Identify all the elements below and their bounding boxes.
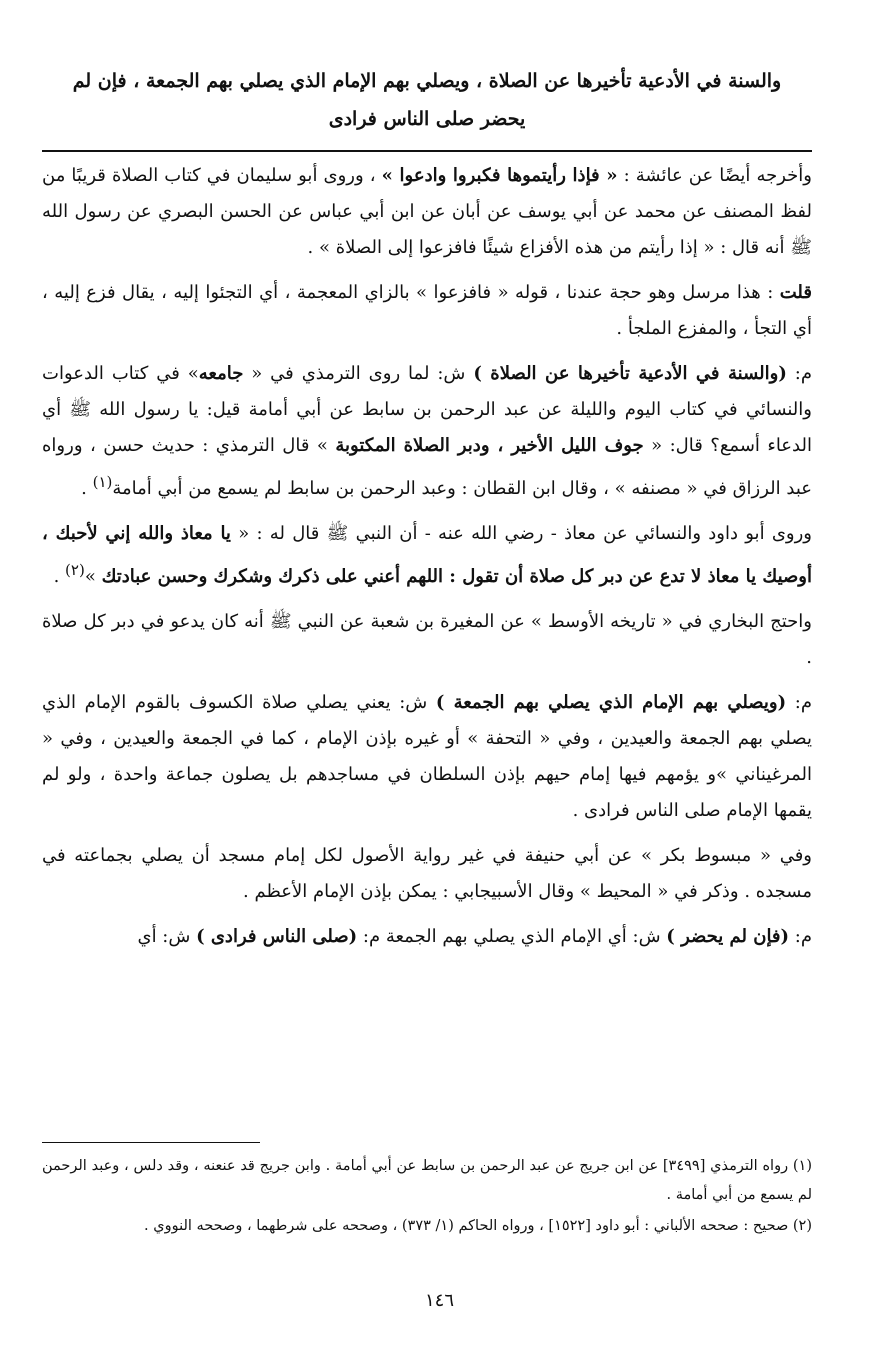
paragraph-1 [42, 158, 812, 266]
matn-header-line-2: يحضر صلى الناس فرادى [328, 108, 526, 130]
footnotes [42, 1152, 812, 1243]
header-divider [42, 150, 812, 152]
text: وروى أبو داود والنسائي عن معاذ - رضي الله عنه - أن النبي ﷺ قال له : « [230, 523, 812, 544]
hadith-quote: جوف الليل الأخير ، ودبر الصلاة المكتوبة [335, 435, 644, 456]
text: : هذا مرسل وهو حجة عندنا ، قوله « فافزعوا » بالزاي المعجمة ، أي التجئوا إليه ، يقال فزع إليه ، أي التجأ ، والمفزع الملجأ . [42, 282, 812, 339]
paragraph-5: واحتج البخاري في « تاريخه الأوسط » عن المغيرة بن شعبة عن النبي ﷺ أنه كان يدعو في دبر كل صلاة . [42, 611, 812, 668]
text: » قال الترمذي : حديث حسن ، ورواه عبد الرزاق في « مصنفه » ، وقال ابن القطان : وعبد الرحمن بن سابط لم يسمع من أبي أمامة [42, 435, 812, 499]
text: م: [786, 692, 812, 713]
hadith-quote: « فإذا رأيتموها فكبروا وادعوا » [381, 165, 618, 186]
text: م: [786, 363, 812, 384]
text: وأخرجه أيضًا عن عائشة : [617, 165, 812, 186]
text: ، وروى أبو سليمان في كتاب الصلاة قريبًا من لفظ المصنف عن محمد عن أبي يوسف عن أبان عن ابن أبي عباس عن الحسن البصري عن رسول الله ﷺ أنه قال : « إذا رأيتم من هذه الأفزاع شيئًا فافزعوا إلى الصلاة » . [42, 165, 812, 258]
paragraph-7: وفي « مبسوط بكر » عن أبي حنيفة في غير رواية الأصول لكل إمام مسجد أن يصلي بجماعته في مسجده . وذكر في « المحيط » وقال الأسبيجابي : يمكن بإذن الإمام الأعظم . [42, 845, 812, 902]
hadith-quote: يا معاذ والله إني لأحبك ، أوصيك يا معاذ لا تدع عن دبر كل صلاة أن تقول : اللهم أعني على ذكرك وشكرك وحسن عبادتك [42, 523, 812, 587]
text: » [84, 566, 102, 587]
footnote-1: (١) رواه الترمذي [٣٤٩٩] عن ابن جريج عن عبد الرحمن بن سابط عن أبي أمامة . وابن جريج قد عنعنه ، وقد دلس ، وعبد الرحمن لم يسمع من أبي أمامة . [42, 1158, 812, 1203]
text: ش: أي [137, 926, 197, 947]
footnote-divider [42, 1142, 260, 1143]
paragraph-3 [42, 356, 812, 507]
text: ش: يعني يصلي صلاة الكسوف بالقوم الإمام الذي يصلي بهم الجمعة والعيدين ، وفي « التحفة » أو غيره بإذن الإمام ، كما في الجمعة والعيدين ، وفي « المرغيناني »و يؤمهم فيها إمام حيهم بإذن السلطان في مساجدهم بل يصلون جماعة واحدة ، ولو لم يقمها الإمام صلى الناس فرادى . [42, 692, 812, 821]
text: ش: أي الإمام الذي يصلي بهم الجمعة م: [357, 926, 667, 947]
page-number: ١٤٦ [424, 1290, 454, 1311]
matn-quote: (والسنة في الأدعية تأخيرها عن الصلاة ) [473, 363, 787, 384]
qultu-label: قلت [779, 282, 812, 303]
text: . [81, 478, 93, 499]
matn-quote: (ويصلي بهم الإمام الذي يصلي بهم الجمعة ) [435, 692, 787, 713]
text: » في كتاب الدعوات والنسائي في كتاب اليوم والليلة عن عبد الرحمن بن سابط عن أبي أمامة قيل: يا رسول الله ﷺ أي الدعاء أسمع؟ قال: « [42, 363, 812, 456]
matn-header [42, 62, 812, 138]
footnote-ref-2: (٢) [65, 561, 85, 579]
paragraph-8 [42, 919, 812, 955]
footnote-2: (٢) صحيح : صححه الألباني : أبو داود [١٥٢٢] ، ورواه الحاكم (١/ ٣٧٣) ، وصححه على شرطهما ، وصححه النووي . [144, 1218, 812, 1234]
footnote-ref-1: (١) [92, 473, 113, 491]
text: . [53, 566, 66, 587]
text: ش: لما روى الترمذي في « [243, 363, 474, 384]
text: م: [789, 926, 812, 947]
book-title: جامعه [198, 363, 244, 384]
matn-header-line-1: والسنة في الأدعية تأخيرها عن الصلاة ، ويصلي بهم الإمام الذي يصلي بهم الجمعة ، فإن لم [72, 70, 782, 92]
matn-quote: (فإن لم يحضر ) [666, 926, 790, 947]
paragraph-2 [42, 275, 812, 347]
paragraph-4 [42, 516, 812, 595]
paragraph-6 [42, 685, 812, 829]
page-body [42, 62, 812, 964]
matn-quote: (صلى الناس فرادى ) [196, 926, 358, 947]
